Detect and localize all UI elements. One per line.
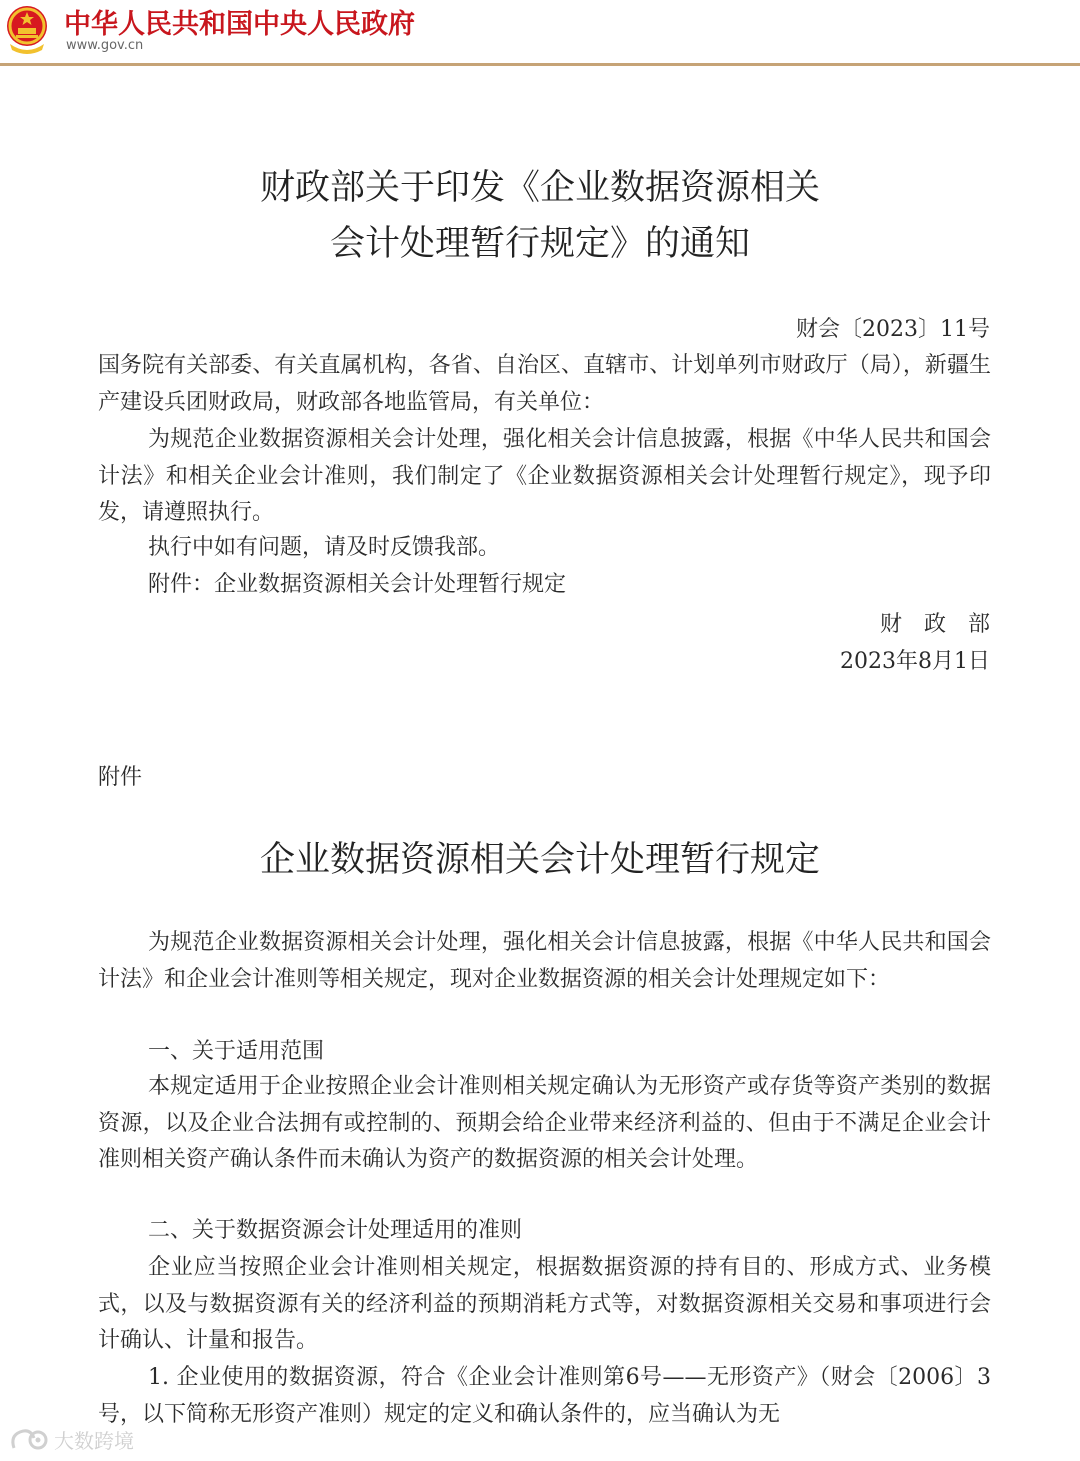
watermark-text: 大数跨境 bbox=[54, 1428, 134, 1453]
attachment-title: 企业数据资源相关会计处理暂行规定 bbox=[259, 840, 820, 880]
section2-heading: 二、关于数据资源会计处理适用的准则 bbox=[148, 1218, 523, 1243]
notice-body-paragraph: 为规范企业数据资源相关会计处理，强化相关会计信息披露，根据《中华人民共和国会计法》和相关企业会计准则，我们制定了《企业数据资源相关会计处理暂行规定》，现予印发，请遵照执行。 bbox=[98, 427, 991, 525]
intro-paragraph: 为规范企业数据资源相关会计处理，强化相关会计信息披露，根据《中华人民共和国会计法》和企业会计准则等相关规定，现对企业数据资源的相关会计处理规定如下： bbox=[98, 930, 991, 992]
section1-heading: 一、关于适用范围 bbox=[148, 1039, 325, 1064]
signer: 财 政 部 bbox=[879, 612, 990, 637]
attachment-label: 附件 bbox=[98, 765, 143, 790]
feedback-paragraph: 执行中如有问题，请及时反馈我部。 bbox=[148, 535, 501, 560]
attachment-note: 附件：企业数据资源相关会计处理暂行规定 bbox=[148, 572, 567, 597]
national-emblem-icon[interactable] bbox=[4, 4, 50, 54]
site-header bbox=[0, 0, 1080, 66]
issue-date: 2023年8月1日 bbox=[840, 649, 990, 674]
section2-body: 企业应当按照企业会计准则相关规定，根据数据资源的持有目的、形成方式、业务模式，以及与数据资源有关的经济利益的预期消耗方式等，对数据资源相关交易和事项进行会计确认、计量和报告。 bbox=[98, 1255, 991, 1353]
brand-logo-icon bbox=[8, 1424, 52, 1454]
section1-body: 本规定适用于企业按照企业会计准则相关规定确认为无形资产或存货等资产类别的数据资源，以及企业合法拥有或控制的、预期会给企业带来经济利益的、但由于不满足企业会计准则相关资产确认条件而未确认为资产的数据资源的相关会计处理。 bbox=[98, 1074, 991, 1172]
notice-title-line1: 财政部关于印发《企业数据资源相关 bbox=[259, 168, 820, 208]
section2-item1: 1. 企业使用的数据资源，符合《企业会计准则第6号——无形资产》（财会〔2006〕3号，以下简称无形资产准则）规定的定义和确认条件的，应当确认为无 bbox=[98, 1365, 991, 1427]
site-name[interactable]: 中华人民共和国中央人民政府 bbox=[64, 9, 415, 40]
watermark bbox=[8, 1424, 134, 1454]
notice-title bbox=[0, 160, 1080, 272]
notice-title-line2: 会计处理暂行规定》的通知 bbox=[329, 224, 750, 264]
document-number: 财会〔2023〕11号 bbox=[796, 317, 990, 342]
addressee-paragraph: 国务院有关部委、有关直属机构，各省、自治区、直辖市、计划单列市财政厅（局），新疆生产建设兵团财政局，财政部各地监管局，有关单位： bbox=[98, 353, 991, 415]
site-url[interactable]: www.gov.cn bbox=[66, 38, 144, 53]
